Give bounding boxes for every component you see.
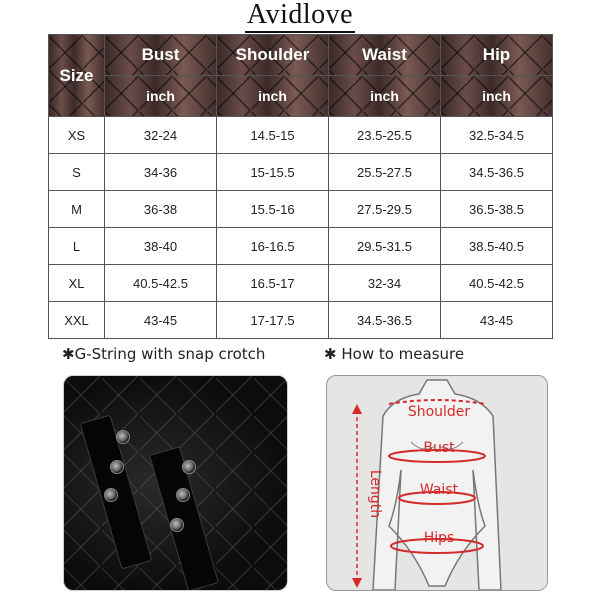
table-cell: 15.5-16 (217, 191, 329, 228)
size-label: M (49, 191, 105, 228)
snap-button-icon (170, 518, 184, 532)
table-row (49, 154, 553, 191)
table-cell: 29.5-31.5 (329, 228, 441, 265)
table-cell: 16.5-17 (217, 265, 329, 302)
table-cell: 23.5-25.5 (329, 117, 441, 154)
body-measure-figure (327, 376, 547, 590)
size-label: L (49, 228, 105, 265)
label-bust: Bust (423, 440, 455, 456)
caption-snap-crotch (62, 345, 265, 363)
caption-how-to-measure (324, 345, 464, 363)
size-label: S (49, 154, 105, 191)
table-cell: 36.5-38.5 (441, 191, 553, 228)
table-cell: 43-45 (441, 302, 553, 339)
table-row (49, 302, 553, 339)
snap-button-icon (110, 460, 124, 474)
table-cell: 38-40 (105, 228, 217, 265)
column-header-waist: Waist (329, 35, 441, 76)
unit-header-bust: inch (105, 76, 217, 117)
table-cell: 34-36 (105, 154, 217, 191)
size-chart-table (48, 34, 553, 339)
table-cell: 16-16.5 (217, 228, 329, 265)
table-row (49, 191, 553, 228)
table-cell: 34.5-36.5 (441, 154, 553, 191)
table-cell: 40.5-42.5 (105, 265, 217, 302)
column-header-bust: Bust (105, 35, 217, 76)
size-label: XS (49, 117, 105, 154)
length-arrow-up-icon (352, 404, 362, 414)
table-row (49, 228, 553, 265)
brand-underline (245, 31, 355, 33)
table-cell: 38.5-40.5 (441, 228, 553, 265)
label-hips: Hips (423, 530, 455, 546)
table-row (49, 117, 553, 154)
label-length: Length (367, 469, 383, 519)
unit-header-waist: inch (329, 76, 441, 117)
table-cell: 32-24 (105, 117, 217, 154)
table-cell: 40.5-42.5 (441, 265, 553, 302)
table-cell: 14.5-15 (217, 117, 329, 154)
brand-title: Avidlove (246, 0, 354, 30)
table-cell: 25.5-27.5 (329, 154, 441, 191)
table-row (49, 265, 553, 302)
column-header-shoulder: Shoulder (217, 35, 329, 76)
caption-text: G-String with snap crotch (74, 345, 266, 363)
caption-text: How to measure (341, 345, 465, 363)
size-label: XXL (49, 302, 105, 339)
snap-button-icon (176, 488, 190, 502)
size-header: Size (49, 35, 105, 117)
unit-header-shoulder: inch (217, 76, 329, 117)
asterisk-icon: ✱ (62, 345, 75, 363)
label-waist: Waist (419, 482, 459, 498)
column-header-hip: Hip (441, 35, 553, 76)
table-cell: 43-45 (105, 302, 217, 339)
table-cell: 27.5-29.5 (329, 191, 441, 228)
asterisk-icon: ✱ (324, 345, 337, 363)
snap-button-icon (116, 430, 130, 444)
snap-button-icon (182, 460, 196, 474)
label-shoulder: Shoulder (407, 404, 471, 420)
table-cell: 17-17.5 (217, 302, 329, 339)
table-cell: 32.5-34.5 (441, 117, 553, 154)
unit-header-hip: inch (441, 76, 553, 117)
snap-crotch-photo (63, 375, 288, 591)
snap-button-icon (104, 488, 118, 502)
length-arrow-down-icon (352, 578, 362, 588)
table-cell: 32-34 (329, 265, 441, 302)
how-to-measure-diagram (326, 375, 548, 591)
table-cell: 34.5-36.5 (329, 302, 441, 339)
table-cell: 15-15.5 (217, 154, 329, 191)
size-label: XL (49, 265, 105, 302)
table-cell: 36-38 (105, 191, 217, 228)
